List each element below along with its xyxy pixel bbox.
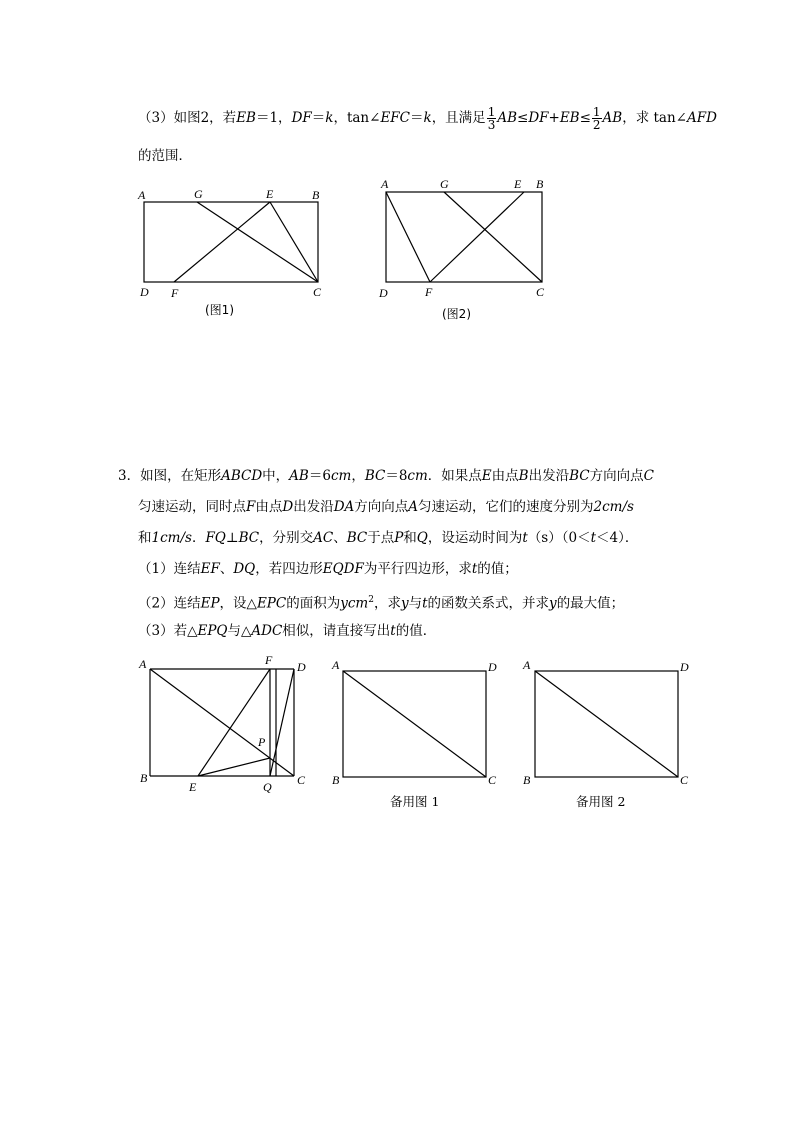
text: ⊥ — [225, 530, 239, 546]
label-a: A — [523, 658, 531, 672]
var: C — [643, 468, 654, 484]
figure-4-caption: 备用图 1 — [390, 794, 440, 809]
var: EPC — [256, 595, 287, 612]
label-f: F — [425, 285, 433, 299]
label-d: D — [140, 285, 149, 299]
label-a: A — [381, 177, 389, 191]
text: ≤ — [517, 110, 529, 126]
figure-caption: (图1) — [205, 303, 234, 317]
var: P — [394, 530, 404, 546]
text: ＝ — [311, 110, 326, 126]
prev-part3-line2: 的范围． — [138, 148, 192, 164]
var: B — [518, 468, 529, 484]
var: EP — [200, 595, 220, 612]
frac-num: 1 — [487, 105, 496, 119]
label-e: E — [514, 177, 522, 191]
text: （1）连结 — [138, 561, 201, 577]
text: ，求 tan∠ — [622, 110, 687, 126]
var: ABCD — [221, 468, 263, 484]
text: 6 — [322, 468, 331, 484]
text: ，若四边形 — [255, 561, 323, 577]
text: ，tan∠ — [333, 110, 381, 126]
var: k — [423, 110, 432, 126]
var: AFD — [687, 110, 717, 126]
label-c: C — [680, 773, 689, 787]
var: AC — [313, 530, 334, 546]
text: 出发沿 — [293, 499, 334, 515]
var: DF — [291, 110, 312, 126]
text: ．如果点 — [427, 468, 482, 484]
var: DF+EB — [528, 110, 580, 126]
var: DA — [333, 499, 355, 515]
var: EQDF — [322, 561, 364, 577]
var: EB — [236, 110, 256, 126]
var: y — [340, 595, 348, 612]
var: BC — [569, 468, 590, 484]
label-a: A — [332, 658, 340, 672]
text: 匀速运动，同时点 — [138, 499, 246, 515]
text: 、 — [333, 530, 347, 546]
unit: cm — [407, 468, 428, 484]
label-p: P — [258, 735, 266, 749]
text: ＝ — [410, 110, 424, 126]
text: ＝ — [308, 468, 323, 484]
label-c: C — [488, 773, 497, 787]
text: 的值； — [477, 561, 518, 577]
text: 的面积为 — [286, 595, 341, 612]
text: 为平行四边形，求 — [363, 561, 472, 577]
text: ，设△ — [219, 595, 257, 612]
text: 8 — [398, 468, 408, 484]
problem-number: 3． — [118, 468, 141, 484]
figure-caption: (图2) — [442, 307, 471, 321]
var: BC — [346, 530, 368, 546]
var: Q — [416, 530, 428, 546]
text: 、 — [219, 561, 234, 577]
label-c: C — [536, 285, 545, 299]
var: F — [246, 499, 256, 515]
var: BC — [364, 468, 386, 484]
label-b: B — [312, 188, 320, 202]
label-b: B — [140, 771, 148, 785]
var: EF — [200, 561, 220, 577]
label-d: D — [379, 286, 388, 300]
text: 的最大值； — [556, 595, 625, 612]
label-f: F — [171, 286, 179, 300]
var: D — [282, 499, 294, 515]
label-f: F — [265, 653, 273, 667]
label-e: E — [266, 187, 274, 201]
label-d: D — [297, 660, 306, 674]
var: AB — [497, 110, 517, 126]
var: t — [422, 595, 428, 612]
var: AB — [602, 110, 623, 126]
text: 方向向点 — [354, 499, 409, 515]
unit: cm — [347, 595, 369, 612]
label-g: G — [440, 177, 449, 191]
text: （3）若△ — [138, 623, 198, 639]
var: t — [471, 561, 478, 577]
text: 与 — [408, 595, 423, 612]
var: t — [590, 530, 597, 546]
label-g: G — [194, 187, 203, 201]
var: t — [522, 530, 528, 546]
text: ，设运动时间为 — [427, 530, 523, 546]
var: FQ — [205, 530, 226, 546]
text: （s）（0＜ — [527, 530, 591, 546]
var: ADC — [251, 623, 283, 639]
text: 和 — [138, 530, 152, 546]
text: 由点 — [255, 499, 283, 515]
label-a: A — [139, 657, 147, 671]
text: 方向向点 — [589, 468, 644, 484]
text: ＝1， — [255, 110, 292, 126]
text: 匀速运动，它们的速度分别为 — [418, 499, 594, 515]
text: （3）如图2，若 — [138, 110, 237, 126]
text: 出发沿 — [528, 468, 570, 484]
label-a: A — [138, 188, 146, 202]
text: 的函数关系式，并求 — [427, 595, 550, 612]
text: 与△ — [227, 623, 252, 639]
text: ≤ — [579, 110, 591, 126]
diagonal-ac — [535, 671, 678, 777]
text: 相似，请直接写出 — [282, 623, 391, 639]
frac-den: 3 — [487, 118, 496, 132]
figure-5-caption: 备用图 2 — [576, 794, 626, 809]
text: ， — [351, 468, 365, 484]
var: DQ — [233, 561, 256, 577]
text: ，求 — [373, 595, 401, 612]
label-b: B — [332, 773, 340, 787]
label-d: D — [488, 660, 497, 674]
unit: 2cm/s — [593, 499, 634, 515]
var: E — [481, 468, 492, 484]
label-c: C — [313, 285, 322, 299]
frac-den: 2 — [592, 118, 601, 132]
text: 和 — [403, 530, 417, 546]
unit: 1cm/s — [151, 530, 192, 546]
label-e: E — [189, 780, 197, 794]
label-b: B — [536, 177, 544, 191]
text: 如图，在矩形 — [140, 468, 222, 484]
text: （2）连结 — [138, 595, 201, 612]
text: ． — [191, 530, 206, 546]
var: y — [549, 595, 557, 612]
label-c: C — [297, 773, 306, 787]
superscript: 2 — [368, 595, 374, 605]
text: ，分别交 — [259, 530, 314, 546]
text: ＜4）． — [596, 530, 639, 546]
var: A — [408, 499, 419, 515]
var: AB — [289, 468, 309, 484]
var: k — [325, 110, 334, 126]
text: 中， — [262, 468, 290, 484]
text: 由点 — [491, 468, 519, 484]
label-b: B — [523, 773, 531, 787]
var: t — [390, 623, 396, 639]
label-q: Q — [263, 780, 272, 794]
var: EPQ — [197, 623, 228, 639]
text: ＝ — [385, 468, 399, 484]
label-d: D — [680, 660, 689, 674]
var: EFC — [380, 110, 410, 126]
var: BC — [238, 530, 260, 546]
text: ，且满足 — [431, 110, 486, 126]
frac-num: 1 — [592, 105, 601, 119]
var: y — [400, 595, 409, 612]
text: 的值． — [395, 623, 437, 639]
text: 于点 — [367, 530, 395, 546]
unit: cm — [330, 468, 352, 484]
